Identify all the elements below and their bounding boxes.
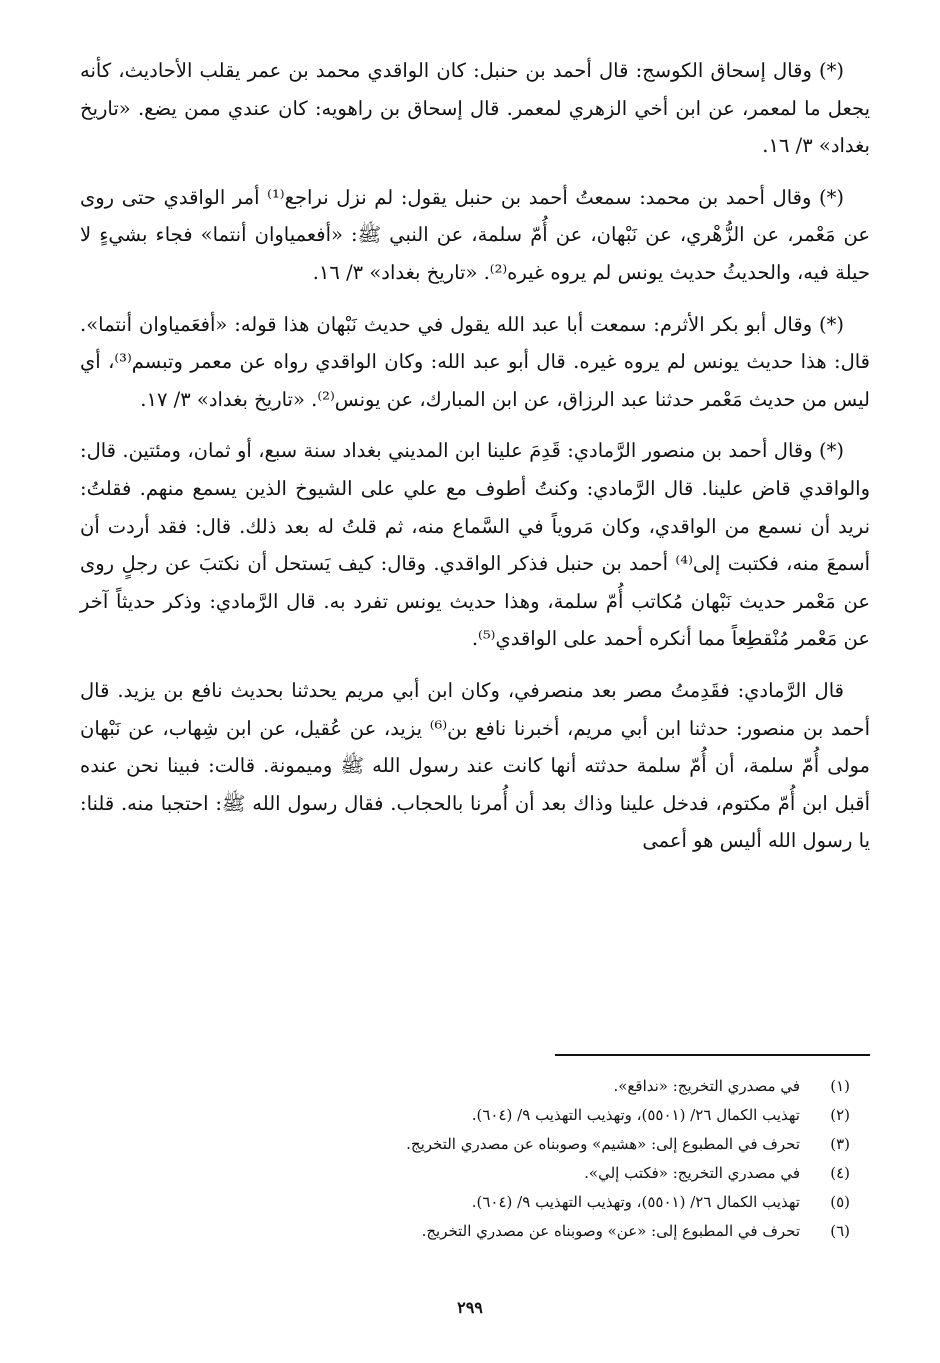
footnote-number: (٤) bbox=[830, 1164, 850, 1182]
footnotes-list bbox=[80, 1072, 850, 1246]
footnote-text: في مصدري التخريج: «فكتب إلي». bbox=[584, 1164, 800, 1182]
paragraph-4: (*) وقال أحمد بن منصور الرَّمادي: قَدِمَ علينا ابن المديني بغداد سنة سبع، أو ثمان، ومئتين. قال: والواقدي قاض علينا. قال الرَّمادي: وكنتُ أطوف مع علي على الشيوخ الذين يسمع منهم. فقلتُ: نريد أن نسمع من الواقدي، وكان مَروياً في السَّماع منه، ثم قلتُ له بعد ذلك. قال: فقد أردت أن أسمعَ منه، فكتبت إلى⁽⁴⁾ أحمد بن حنبل فذكر الواقدي. وقال: كيف يَستحل أن نكتبَ عن رجلٍ روى عن مَعْمر حديث نَبْهان مُكاتب أُمّ سلمة، وهذا حديث يونس تفرد به. قال الرَّمادي: وذكر حديثاً آخر عن مَعْمر مُنْقطِعاً مما أنكره أحمد على الواقدي⁽⁵⁾. bbox=[80, 439, 870, 651]
main-text bbox=[80, 52, 870, 874]
footnote-number: (١) bbox=[830, 1077, 850, 1095]
footnote bbox=[80, 1130, 850, 1159]
footnote bbox=[80, 1188, 850, 1217]
footnote bbox=[80, 1217, 850, 1246]
footnote bbox=[80, 1101, 850, 1130]
footnote-text: تهذيب الكمال ٢٦/ (٥٥٠١)، وتهذيب التهذيب ٩/ (٦٠٤). bbox=[471, 1193, 800, 1211]
footnote-text: تهذيب الكمال ٢٦/ (٥٥٠١)، وتهذيب التهذيب ٩/ (٦٠٤). bbox=[471, 1106, 800, 1124]
paragraph-5: قال الرَّمادي: فقَدِمتُ مصر بعد منصرفي، وكان ابن أبي مريم يحدثنا بحديث نافع بن يزيد. قال أحمد بن منصور: حدثنا ابن أبي مريم، أخبرنا نافع بن⁽⁶⁾ يزيد، عن عُقيل، عن ابن شِهاب، عن نَبْهان مولى أُمّ سلمة، أن أُمّ سلمة حدثته أنها كانت عند رسول الله ﷺ وميمونة. قالت: فبينا نحن عنده أقبل ابن أُمّ مكتوم، فدخل علينا وذاك بعد أن أُمرنا بالحجاب. فقال رسول الله ﷺ: احتجبا منه. قلنا: يا رسول الله أليس هو أعمى bbox=[80, 678, 870, 853]
footnote-text: تحرف في المطبوع إلى: «عن» وصوبناه عن مصدري التخريج. bbox=[421, 1222, 800, 1240]
footnote-text: تحرف في المطبوع إلى: «هشيم» وصوبناه عن مصدري التخريج. bbox=[406, 1135, 800, 1153]
footnote-divider bbox=[555, 1054, 870, 1056]
footnote-text: في مصدري التخريج: «نداقع». bbox=[613, 1077, 800, 1095]
footnote-number: (٣) bbox=[830, 1135, 850, 1153]
paragraph-2: (*) وقال أحمد بن محمد: سمعتُ أحمد بن حنبل يقول: لم نزل نراجع⁽¹⁾ أمر الواقدي حتى روى عن مَعْمر، عن الزُّهْري، عن نَبْهان، عن أُمّ سلمة، عن النبي ﷺ: «أفعمياوان أنتما» فجاء بشيءٍ لا حيلة فيه، والحديثُ حديث يونس لم يروه غيره⁽²⁾. «تاريخ بغداد» ٣/ ١٦. bbox=[80, 185, 870, 284]
footnote-number: (٢) bbox=[830, 1106, 850, 1124]
footnote-number: (٥) bbox=[830, 1193, 850, 1211]
footnote bbox=[80, 1072, 850, 1101]
footnote bbox=[80, 1159, 850, 1188]
footnote-number: (٦) bbox=[830, 1222, 850, 1240]
paragraph-1: (*) وقال إسحاق الكوسج: قال أحمد بن حنبل: كان الواقدي محمد بن عمر يقلب الأحاديث، كأنه يجعل ما لمعمر، عن ابن أخي الزهري لمعمر. قال إسحاق بن راهويه: كان عندي ممن يضع. «تاريخ بغداد» ٣/ ١٦. bbox=[80, 59, 870, 158]
page-number: ٢٩٩ bbox=[457, 1298, 483, 1317]
paragraph-3: (*) وقال أبو بكر الأثرم: سمعت أبا عبد الله يقول في حديث نَبْهان هذا قوله: «أفعَمياوان أنتما». قال: هذا حديث يونس لم يروه غيره. قال أبو عبد الله: وكان الواقدي رواه عن معمر وتبسم⁽³⁾، أي ليس من حديث مَعْمر حدثنا عبد الرزاق، عن ابن المبارك، عن يونس⁽²⁾. «تاريخ بغداد» ٣/ ١٧. bbox=[80, 312, 871, 411]
